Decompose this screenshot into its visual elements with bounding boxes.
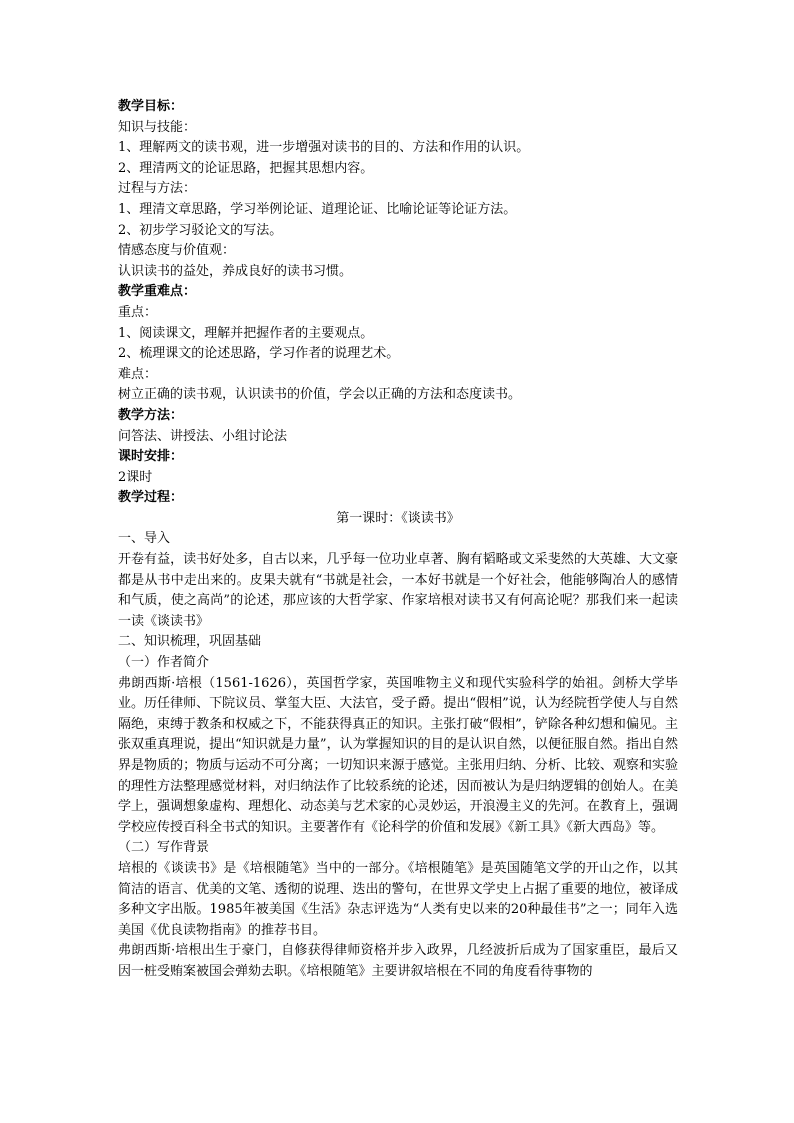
text-line: 知识与技能： bbox=[118, 119, 197, 135]
section-heading: 教学方法： bbox=[118, 407, 184, 423]
section-heading: 教学目标： bbox=[118, 99, 184, 114]
text-line: 第一课时：《谈读书》 bbox=[336, 510, 460, 526]
section-heading: 教学重难点： bbox=[118, 284, 197, 300]
text-line: 重点： bbox=[118, 304, 158, 320]
text-line: 树立正确的读书观，认识读书的价值，学会以正确的方法和态度读书。 bbox=[118, 387, 522, 403]
text-line: 2课时 bbox=[118, 469, 153, 485]
text-line: 1、理清文章思路，学习举例论证、道理论证、比喻论证等论证方法。 bbox=[118, 201, 517, 217]
text-line: 难点： bbox=[118, 366, 158, 382]
text-line: 一、导入 bbox=[118, 531, 171, 547]
paragraph: 弗朗西斯·培根（1561-1626），英国哲学家，英国唯物主义和现代实验科学的始祖。剑桥大学毕业。历任律师、下院议员、掌玺大臣、大法官，受子爵。提出“假相”说，认为经院哲学使人与自然隔绝，束缚于教条和权威之下，不能获得真正的知识。主张打破“假相”，铲除各种幻想和偏见。主张双重真理说，提出“知识就是力量”，认为掌握知识的目的是认识自然，以便征服自然。指出自然界是物质的；物质与运动不可分离；一切知识来源于感觉。主张用归纳、分析、比较、观察和实验的理性方法整理感觉材料，对归纳法作了比较系统的论述，因而被认为是归纳逻辑的创始人。在美学上，强调想象虚构、理想化、动态美与艺术家的心灵妙运，开浪漫主义的先河。在教育上，强调学校应传授百科全书式的知识。主要著作有《论科学的价值和发展》《新工具》《新大西岛》等。 bbox=[118, 675, 678, 835]
text-line: 2、初步学习驳论文的写法。 bbox=[118, 222, 283, 238]
text-line: 二、知识梳理，巩固基础 bbox=[118, 634, 262, 650]
paragraph: 培根的《谈读书》是《培根随笔》当中的一部分。《培根随笔》是英国随笔文学的开山之作，以其简洁的语言、优美的文笔、透彻的说理、迭出的警句，在世界文学史上占据了重要的地位，被译成多种文字出版。1985年被美国《生活》杂志评选为“人类有史以来的20种最佳书”之一；同年入选美国《优良读物指南》的推荐书目。 bbox=[118, 860, 678, 938]
text-line: 认识读书的益处，养成良好的读书习惯。 bbox=[118, 263, 353, 279]
text-line: 情感态度与价值观： bbox=[118, 243, 236, 259]
text-line: 问答法、讲授法、小组讨论法 bbox=[118, 428, 288, 444]
paragraph: 开卷有益，读书好处多，自古以来，几乎每一位功业卓著、胸有韬略或文采斐然的大英雄、大文豪都是从书中走出来的。皮果夫就有“书就是社会，一本好书就是一个好社会，他能够陶冶人的感情和气质，使之高尚”的论述，那应该的大哲学家、作家培根对读书又有何高论呢？那我们来一起读一读《谈读书》 bbox=[118, 552, 678, 629]
document-page bbox=[118, 97, 678, 983]
section-heading: 教学过程： bbox=[118, 490, 184, 506]
text-line: 1、理解两文的读书观，进一步增强对读书的目的、方法和作用的认识。 bbox=[118, 140, 530, 156]
text-line: 过程与方法： bbox=[118, 181, 197, 197]
text-line: 1、阅读课文，理解并把握作者的主要观点。 bbox=[118, 325, 374, 341]
text-line: 2、梳理课文的论述思路，学习作者的说理艺术。 bbox=[118, 346, 400, 362]
text-line: 2、理清两文的论证思路，把握其思想内容。 bbox=[118, 160, 374, 176]
section-heading: 课时安排： bbox=[118, 449, 184, 465]
text-line: （二）写作背景 bbox=[118, 840, 210, 856]
paragraph: 弗朗西斯·培根出生于豪门，自修获得律师资格并步入政界，几经波折后成为了国家重臣，最后又因一桩受贿案被国会弹劾去职。《培根随笔》主要讲叙培根在不同的角度看待事物的 bbox=[118, 943, 678, 979]
text-line: （一）作者简介 bbox=[118, 655, 210, 671]
